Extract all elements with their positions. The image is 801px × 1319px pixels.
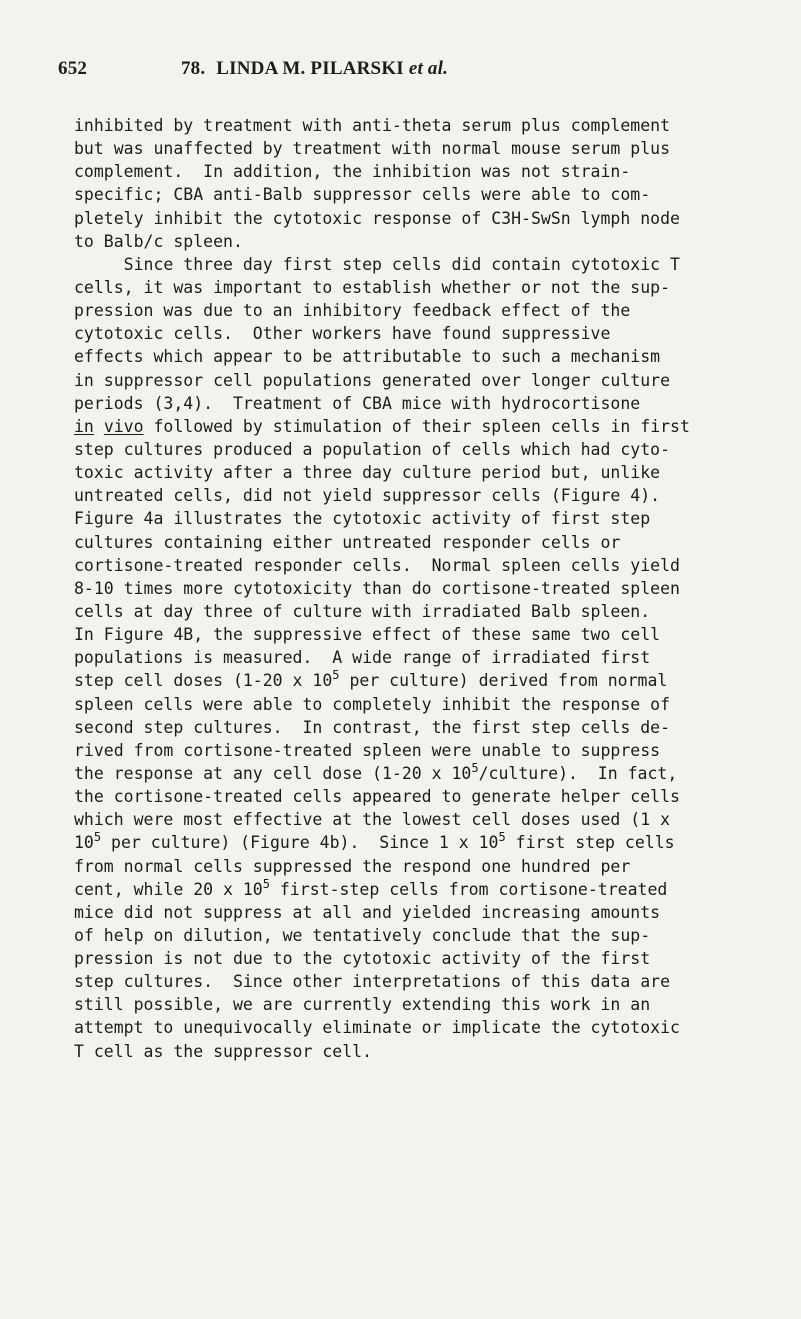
superscript-exponent: 5 — [93, 830, 102, 845]
text-segment: still possible, we are currently extending this work in an — [74, 995, 651, 1015]
superscript-exponent: 5 — [332, 668, 340, 683]
text-line — [74, 808, 794, 831]
text-segment: of help on dilution, we tentatively conclude that the sup- — [74, 925, 651, 945]
text-segment: cells, it was important to establish whether or not the sup- — [74, 277, 671, 297]
text-segment: mice did not suppress at all and yielded increasing amounts — [74, 902, 661, 922]
text-segment: first step cells — [505, 833, 675, 853]
superscript-exponent: 5 — [262, 876, 270, 891]
text-line — [74, 276, 794, 299]
text-line — [74, 392, 794, 415]
text-line — [74, 137, 794, 160]
text-segment: 10 — [74, 833, 94, 853]
text-segment: spleen cells were able to completely inhibit the response of — [74, 694, 671, 714]
text-line — [74, 646, 794, 669]
text-line — [74, 554, 794, 577]
text-line — [74, 970, 794, 993]
text-segment: pression is not due to the cytotoxic activity of the first — [74, 949, 651, 969]
text-segment: per culture) (Figure 4b). Since 1 x 10 — [101, 833, 499, 853]
text-line — [74, 693, 794, 716]
superscript-exponent: 5 — [498, 830, 506, 845]
text-segment: pression was due to an inhibitory feedback effect of the — [74, 301, 631, 321]
text-line — [74, 1040, 794, 1063]
text-line — [74, 716, 794, 739]
text-segment: populations is measured. A wide range of irradiated first — [74, 648, 651, 668]
text-segment: complement. In addition, the inhibition was not strain- — [74, 162, 631, 182]
text-segment: inhibited by treatment with anti-theta serum plus complement — [74, 116, 671, 135]
text-line — [74, 623, 794, 646]
text-line — [74, 1016, 794, 1039]
text-segment: in suppressor cell populations generated over longer culture — [74, 370, 671, 390]
text-segment: pletely inhibit the cytotoxic response of C3H-SwSn lymph node — [74, 208, 680, 228]
text-line — [74, 785, 794, 808]
text-segment: second step cultures. In contrast, the first step cells de- — [74, 717, 671, 737]
text-segment: from normal cells suppressed the respond one hundred per — [74, 856, 631, 876]
text-segment — [94, 417, 104, 436]
text-segment: per culture) derived from normal — [339, 671, 668, 691]
text-line — [74, 484, 794, 507]
superscript-exponent: 5 — [471, 760, 479, 775]
text-line — [74, 461, 794, 484]
text-segment: to Balb/c spleen. — [74, 231, 243, 251]
text-segment: the response at any cell dose (1-20 x 10 — [74, 763, 472, 783]
text-line — [74, 369, 794, 392]
text-line — [74, 924, 794, 947]
text-line — [74, 831, 794, 854]
text-segment: cells at day three of culture with irradiated Balb spleen. — [74, 601, 651, 621]
text-segment: attempt to unequivocally eliminate or implicate the cytotoxic — [74, 1018, 680, 1038]
text-line — [74, 114, 794, 137]
text-segment: cent, while 20 x 10 — [74, 879, 263, 899]
text-line — [74, 160, 794, 183]
text-line — [74, 878, 794, 901]
text-line — [74, 230, 794, 253]
page-number: 652 — [58, 58, 88, 79]
text-segment: cytotoxic cells. Other workers have found suppressive — [74, 324, 611, 344]
text-line — [74, 299, 794, 322]
text-line — [74, 345, 794, 368]
text-line — [74, 739, 794, 762]
text-line — [74, 901, 794, 924]
text-segment: the cortisone-treated cells appeared to generate helper cells — [74, 787, 680, 807]
text-segment: periods (3,4). Treatment of CBA mice with hydrocortisone — [74, 393, 641, 413]
text-line — [74, 183, 794, 206]
text-segment: cortisone-treated responder cells. Normal spleen cells yield — [74, 555, 680, 575]
text-segment: but was unaffected by treatment with normal mouse serum plus — [74, 139, 671, 159]
author-name: LINDA M. PILARSKI — [216, 58, 404, 79]
text-segment: 8-10 times more cytotoxicity than do cortisone-treated spleen — [74, 578, 680, 598]
text-line — [74, 577, 794, 600]
text-segment: cultures containing either untreated responder cells or — [74, 532, 621, 552]
text-line — [74, 993, 794, 1016]
et-al: et al. — [408, 58, 449, 79]
text-segment: first-step cells from cortisone-treated — [269, 879, 668, 899]
text-segment: step cell doses (1-20 x 10 — [74, 671, 333, 691]
text-segment: Since three day first step cells did contain cytotoxic T — [74, 254, 680, 274]
text-segment: Figure 4a illustrates the cytotoxic activity of first step — [74, 509, 651, 529]
text-segment: step cultures produced a population of cells which had cyto- — [74, 439, 671, 459]
text-segment: toxic activity after a three day culture period but, unlike — [74, 463, 661, 483]
body-text — [74, 114, 794, 1063]
text-segment: untreated cells, did not yield suppressor cells (Figure 4). — [74, 486, 661, 506]
text-line — [74, 322, 794, 345]
text-segment: which were most effective at the lowest cell doses used (1 x — [74, 810, 671, 830]
text-line — [74, 531, 794, 554]
text-segment: T cell as the suppressor cell. — [74, 1041, 373, 1061]
text-line — [74, 438, 794, 461]
text-line — [74, 600, 794, 623]
text-segment: step cultures. Since other interpretations of this data are — [74, 972, 671, 992]
text-line — [74, 415, 794, 438]
text-line — [74, 947, 794, 970]
text-line — [74, 507, 794, 530]
text-segment: rived from cortisone-treated spleen were unable to suppress — [74, 740, 661, 760]
text-segment: In Figure 4B, the suppressive effect of these same two cell — [74, 625, 661, 645]
text-line — [74, 762, 794, 785]
chapter-number: 78. — [180, 58, 206, 79]
running-header — [58, 58, 448, 80]
text-line — [74, 855, 794, 878]
text-segment: followed by stimulation of their spleen cells in first — [143, 416, 690, 436]
text-segment: /culture). In fact, — [478, 763, 678, 783]
text-line — [74, 253, 794, 276]
text-segment: specific; CBA anti-Balb suppressor cells were able to com- — [74, 185, 651, 205]
text-line — [74, 669, 794, 692]
text-line — [74, 207, 794, 230]
underlined-text: in — [74, 416, 94, 436]
underlined-text: vivo — [103, 416, 144, 436]
text-segment: effects which appear to be attributable to such a mechanism — [74, 347, 661, 367]
